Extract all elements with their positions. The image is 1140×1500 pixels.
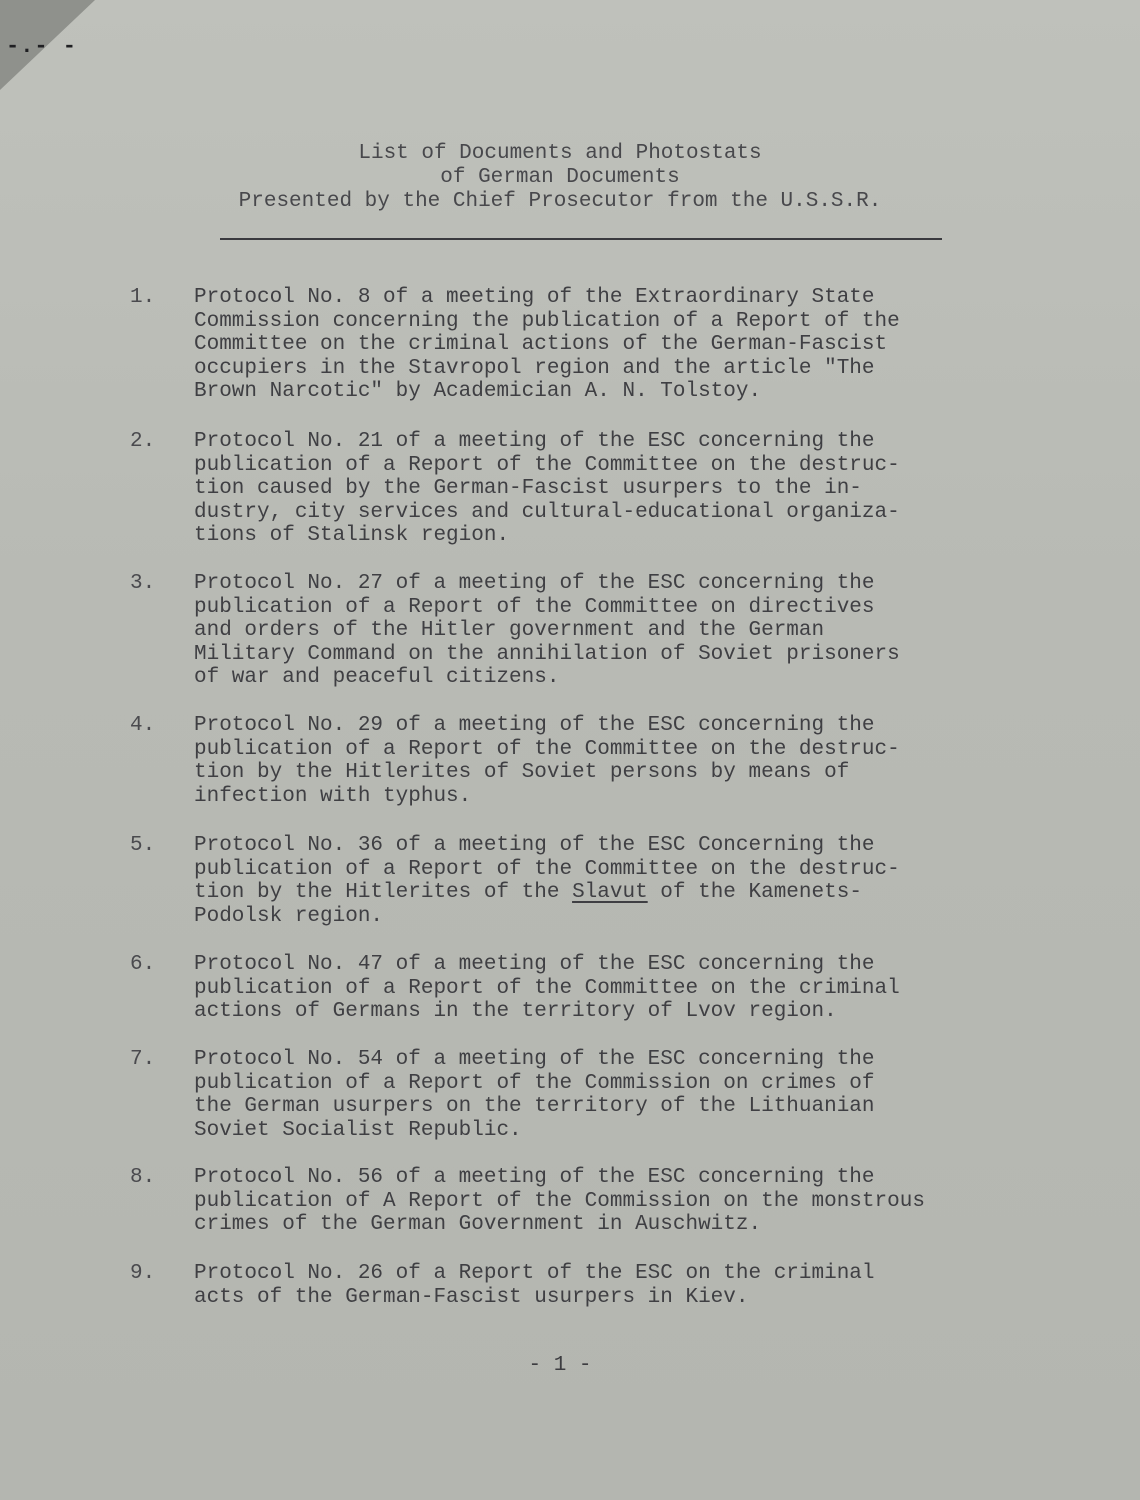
item-line: publication of a Report of the Committee on the destruc- bbox=[194, 453, 900, 477]
item-text bbox=[194, 572, 1034, 690]
item-line: tion by the Hitlerites of the bbox=[194, 881, 573, 904]
item-line: Military Command on the annihilation of Soviet prisoners bbox=[194, 642, 900, 666]
item-line: acts of the German-Fascist usurpers in Kiev. bbox=[194, 1285, 749, 1309]
item-line: and orders of the Hitler government and the German bbox=[194, 619, 825, 642]
item-number: 3. bbox=[130, 572, 156, 595]
item-number: 1. bbox=[130, 286, 156, 309]
item-text bbox=[194, 834, 1034, 928]
item-text bbox=[194, 953, 1034, 1024]
item-line: publication of a Report of the Commission on crimes of bbox=[194, 1071, 875, 1095]
item-line: Protocol No. 8 of a meeting of the Extraordinary State bbox=[194, 286, 875, 309]
item-number: 4. bbox=[130, 714, 156, 737]
item-line: publication of a Report of the Committee on directives bbox=[194, 595, 875, 619]
item-number: 9. bbox=[130, 1262, 156, 1285]
item-line: Protocol No. 56 of a meeting of the ESC concerning the bbox=[194, 1166, 875, 1189]
item-line: Protocol No. 54 of a meeting of the ESC concerning the bbox=[194, 1048, 875, 1071]
corner-mark: -.- - bbox=[6, 34, 78, 59]
item-line: tion by the Hitlerites of Soviet persons by means of bbox=[194, 761, 850, 784]
item-text bbox=[194, 1262, 1034, 1309]
item-line: the German usurpers on the territory of the Lithuanian bbox=[194, 1095, 875, 1118]
item-line: Podolsk region. bbox=[194, 904, 384, 928]
item-line: Protocol No. 26 of a Report of the ESC on the criminal bbox=[194, 1262, 875, 1285]
header-line-3: Presented by the Chief Prosecutor from the U.S.S.R. bbox=[238, 190, 882, 213]
item-text bbox=[194, 430, 1034, 548]
item-line: Protocol No. 27 of a meeting of the ESC concerning the bbox=[194, 572, 875, 595]
item-number: 6. bbox=[130, 953, 156, 976]
item-line: publication of a Report of the Committee on the criminal bbox=[194, 976, 900, 1000]
header-line-2: of German Documents bbox=[440, 166, 680, 189]
item-line: publication of A Report of the Commission on the monstrous bbox=[194, 1189, 925, 1213]
item-line: Protocol No. 29 of a meeting of the ESC concerning the bbox=[194, 714, 875, 737]
item-line: dustry, city services and cultural-educational organiza- bbox=[194, 500, 900, 524]
page-number: - 1 - bbox=[528, 1354, 592, 1377]
item-line: of war and peaceful citizens. bbox=[194, 666, 560, 689]
document-header bbox=[160, 142, 960, 214]
item-line: Soviet Socialist Republic. bbox=[194, 1118, 522, 1142]
item-line: occupiers in the Stavropol region and the article "The bbox=[194, 356, 875, 380]
item-text bbox=[194, 714, 1034, 808]
item-line: Commission concerning the publication of a Report of the bbox=[194, 309, 900, 333]
item-number: 8. bbox=[130, 1166, 156, 1189]
item-line: Protocol No. 21 of a meeting of the ESC concerning the bbox=[194, 430, 875, 453]
item-line: tion caused by the German-Fascist usurpers to the in- bbox=[194, 477, 862, 500]
item-line: Protocol No. 36 of a meeting of the ESC Concerning the bbox=[194, 834, 875, 857]
item-line: actions of Germans in the territory of Lvov region. bbox=[194, 1000, 837, 1023]
item-number: 5. bbox=[130, 834, 156, 857]
item-line: tions of Stalinsk region. bbox=[194, 524, 510, 547]
item-line: Brown Narcotic" by Academician A. N. Tolstoy. bbox=[194, 380, 762, 403]
item-text bbox=[194, 1166, 1034, 1237]
item-number: 7. bbox=[130, 1048, 156, 1071]
item-line: Committee on the criminal actions of the German-Fascist bbox=[194, 333, 888, 356]
item-text bbox=[194, 1048, 1034, 1142]
item-line-tail: of the Kamenets- bbox=[647, 881, 862, 904]
item-line: infection with typhus. bbox=[194, 784, 472, 808]
item-line: publication of a Report of the Committee on the destruc- bbox=[194, 737, 900, 761]
item-line: publication of a Report of the Committee on the destruc- bbox=[194, 857, 900, 881]
item-number: 2. bbox=[130, 430, 156, 453]
header-line-1: List of Documents and Photostats bbox=[358, 142, 762, 165]
item-line: Protocol No. 47 of a meeting of the ESC concerning the bbox=[194, 953, 875, 976]
underlined-place-name: Slavut bbox=[572, 881, 648, 904]
item-text bbox=[194, 286, 1034, 404]
item-line: crimes of the German Government in Auschwitz. bbox=[194, 1213, 762, 1236]
header-divider bbox=[220, 238, 942, 240]
